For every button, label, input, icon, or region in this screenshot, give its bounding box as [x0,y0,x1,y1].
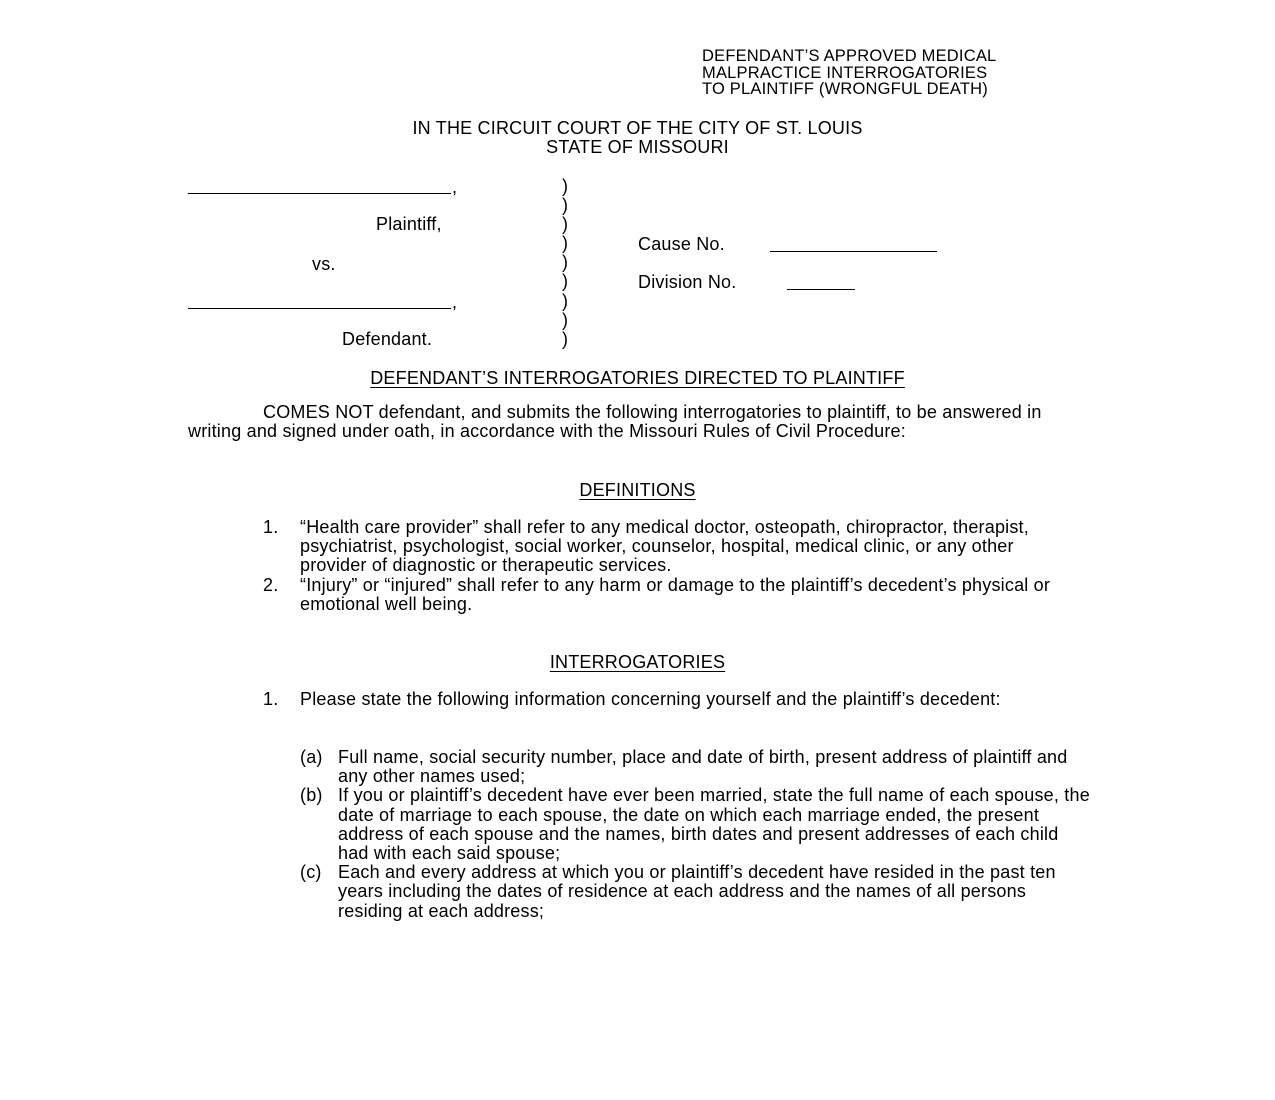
list-text: “Health care provider” shall refer to any medical doctor, osteopath, chiropractor, therapist, psychiatrist, psychologist, social worker, counselor, hospital, medical clinic, or any other provider of diagnostic or therapeutic services. [300,517,1029,576]
interrogatories-list [263,690,1083,709]
vs-label: vs. [312,254,336,274]
defendant-label: Defendant. [342,329,433,349]
paren: ) [562,328,569,349]
cause-no-label: Cause No. [638,234,725,254]
paren: ) [562,309,569,330]
court-heading [0,119,1275,157]
subitem-letter: (b) [300,785,323,806]
paren: ) [562,214,569,235]
paren: ) [562,290,569,311]
paren: ) [562,195,569,216]
intro-text: COMES NOT defendant, and submits the following interrogatories to plaintiff, to be answered in writing and signed under oath, in accordance with the Missouri Rules of Civil Procedure: [188,402,1042,442]
court-line-2: STATE OF MISSOURI [546,137,729,157]
header-line-1: DEFENDANT’S APPROVED MEDICAL [702,47,997,65]
plaintiff-name-blank-line [188,193,451,194]
subitem-text: Full name, social security number, place and date of birth, present address of plaintiff and any other names used; [338,747,1068,787]
list-number: 1. [263,689,279,709]
division-no-blank-line[interactable] [787,289,855,290]
list-item [263,576,1083,614]
interrogatories-heading: INTERROGATORIES [549,652,726,672]
interrogatory-subitems [300,748,1090,921]
list-text: Please state the following information concerning yourself and the plaintiff’s decedent: [300,689,1001,709]
defendant-comma: , [452,292,458,312]
plaintiff-comma: , [452,177,458,197]
list-item [300,786,1090,863]
caption-parenthesis-column [562,177,568,349]
definitions-list [263,518,1083,614]
document-title: DEFENDANT’S INTERROGATORIES DIRECTED TO PLAINTIFF [370,368,905,388]
header-line-2: MALPRACTICE INTERROGATORIES [702,63,988,82]
court-line-1: IN THE CIRCUIT COURT OF THE CITY OF ST. LOUIS [412,118,863,138]
intro-paragraph [188,403,1088,442]
subitem-text: If you or plaintiff’s decedent have ever been married, state the full name of each spouse, the date of marriage to each spouse, the date on which each marriage ended, the present address of each spouse and the names, birth dates and present addresses of each child had with each said spouse; [338,785,1090,864]
list-number: 2. [263,574,279,595]
subitem-text: Each and every address at which you or plaintiff’s decedent have resided in the past ten years including the dates of residence at each address and the names of all persons residing at each address; [338,862,1056,921]
paren: ) [562,176,569,196]
paren: ) [562,271,569,292]
cause-no-blank-line[interactable] [770,251,937,252]
list-item [263,690,1083,709]
document-header-block [702,48,996,98]
paren: ) [562,233,569,254]
list-item [263,518,1083,576]
defendant-name-blank-line [188,308,451,309]
paren: ) [562,252,569,273]
list-number: 1. [263,517,279,537]
subitem-letter: (c) [300,862,322,883]
division-no-label: Division No. [638,272,737,292]
plaintiff-label: Plaintiff, [376,214,442,234]
subitem-letter: (a) [300,747,323,767]
list-item [300,863,1090,921]
list-text: “Injury” or “injured” shall refer to any harm or damage to the plaintiff’s decedent’s physical or emotional well being. [300,574,1051,614]
list-item [300,748,1090,786]
header-line-3: TO PLAINTIFF (WRONGFUL DEATH) [702,80,988,98]
definitions-heading: DEFINITIONS [579,480,696,500]
